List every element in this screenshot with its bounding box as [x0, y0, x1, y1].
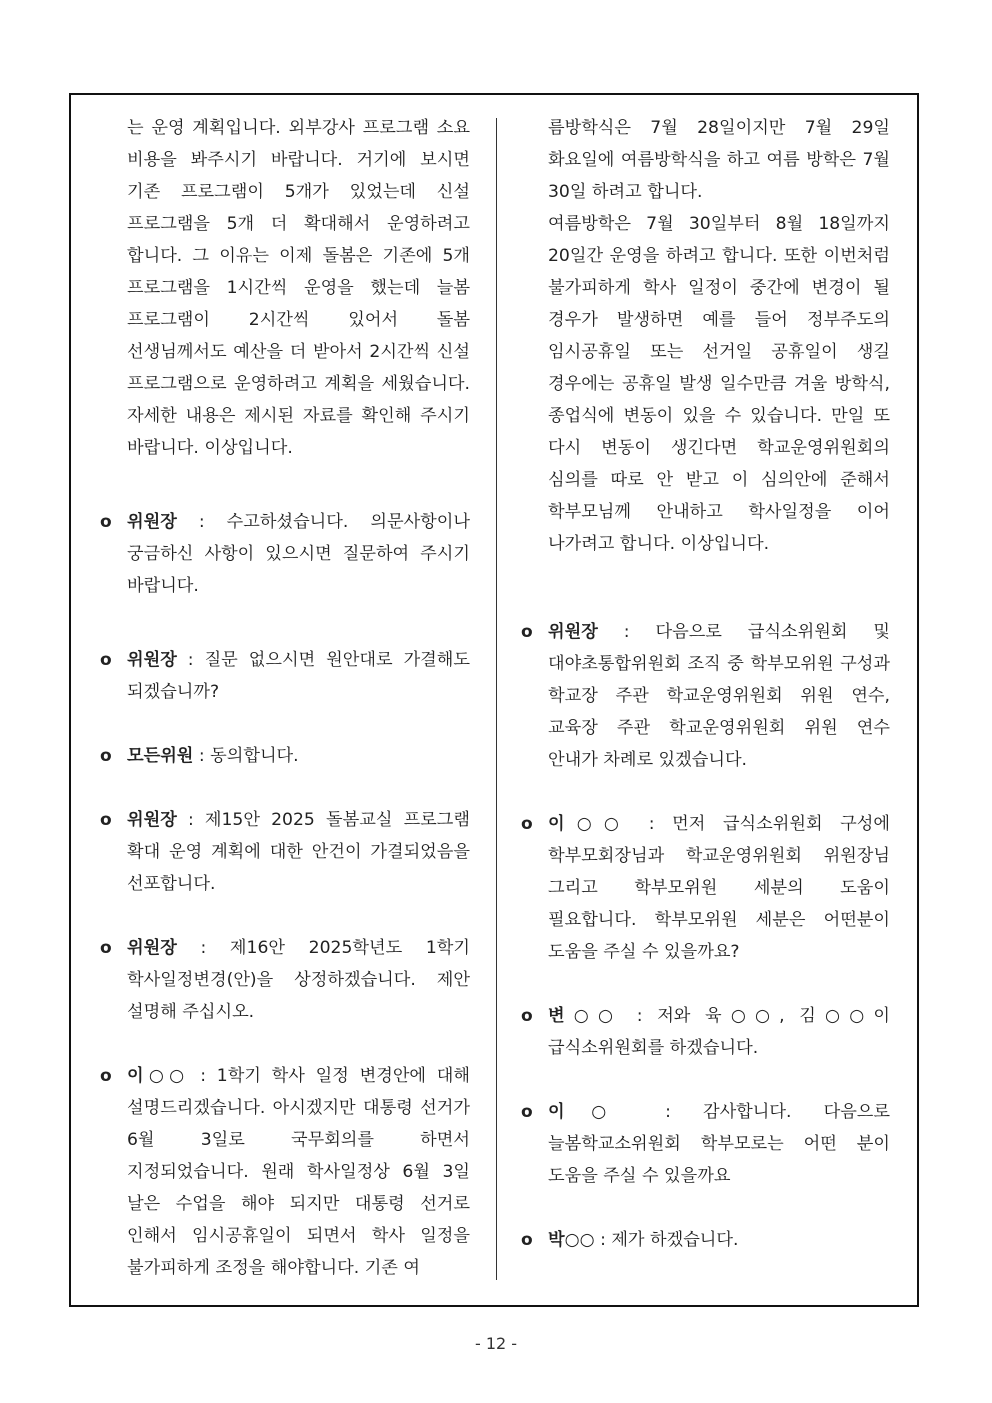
entry-text: : 1학기 학사 일정 변경안에 대해 설명드리겠습니다. 아시겠지만 대통령 선거가 6월 3일로 국무회의를 하면서 지정되었습니다. 원래 학사일정상 6월 3일 날은 수업을 해야 되지만 대통령 선거로 인해서 임시공휴일이 되면서 학사 일정을 불가피하게 조정을 해야합니다. 기존 여	[127, 1066, 470, 1278]
bullet-icon: o	[100, 1066, 112, 1086]
left-column	[100, 112, 470, 1284]
speaker-name: 이○○	[127, 1066, 190, 1086]
entry-text: : 저와 육○○, 김○○이 급식소위원회를 하겠습니다.	[548, 1006, 890, 1058]
speaker-name: 이○	[548, 1102, 633, 1122]
bullet-icon: o	[100, 512, 112, 532]
minutes-entry	[100, 506, 470, 602]
entry-text: : 동의합니다.	[193, 746, 299, 766]
minutes-entry	[521, 616, 890, 776]
speaker-name: 위원장	[548, 622, 598, 642]
speaker-name: 변○○	[548, 1006, 623, 1026]
speaker-name: 모든위원	[127, 746, 194, 766]
right-intro-paragraph-1: 름방학식은 7월 28일이지만 7월 29일 화요일에 여름방학식을 하고 여름 방학은 7월 30일 하려고 합니다.	[548, 118, 890, 202]
bullet-icon: o	[521, 1102, 533, 1122]
bullet-icon: o	[100, 810, 112, 830]
minutes-entry	[100, 644, 470, 708]
bullet-icon: o	[100, 938, 112, 958]
entry-text: : 제가 하겠습니다.	[594, 1230, 739, 1250]
right-intro-paragraph-2: 여름방학은 7월 30일부터 8월 18일까지 20일간 운영을 하려고 합니다. 또한 이번처럼 불가피하게 학사 일정이 중간에 변경이 될 경우가 발생하면 예를 들어 정부주도의 임시공휴일 또는 선거일 공휴일이 생길 경우에는 공휴일 발생 일수만큼 겨울 방학식, 종업식에 변동이 있을 수 있습니다. 만일 또 다시 변동이 생긴다면 학교운영위원회의 심의를 따로 안 받고 이 심의안에 준해서 학부모님께 안내하고 학사일정을 이어 나가려고 합니다. 이상입니다.	[548, 214, 890, 554]
entry-text: : 다음으로 급식소위원회 및 대야초통합위원회 조직 중 학부모위원 구성과 학교장 주관 학교운영위원회 위원 연수, 교육장 주관 학교운영위원회 위원 연수 안내가 차례로 있겠습니다.	[548, 622, 890, 770]
minutes-entry	[521, 808, 890, 968]
entry-text: : 질문 없으시면 원안대로 가결해도 되겠습니까?	[127, 650, 470, 702]
page-number: - 12 -	[474, 1334, 518, 1353]
entry-text: : 제16안 2025학년도 1학기 학사일정변경(안)을 상정하겠습니다. 제안 설명해 주십시오.	[127, 938, 470, 1022]
column-divider	[496, 118, 497, 1280]
entry-text: : 제15안 2025 돌봄교실 프로그램 확대 운영 계획에 대한 안건이 가결되었음을 선포합니다.	[127, 810, 470, 894]
minutes-entry	[100, 804, 470, 900]
speaker-name: 박○○	[548, 1230, 595, 1250]
entry-text: : 수고하셨습니다. 의문사항이나 궁금하신 사항이 있으시면 질문하여 주시기 바랍니다.	[127, 512, 470, 596]
bullet-icon: o	[521, 814, 533, 834]
speaker-name: 이○○	[548, 814, 632, 834]
bullet-icon: o	[100, 746, 112, 766]
left-intro-paragraph: 는 운영 계획입니다. 외부강사 프로그램 소요 비용을 봐주시기 바랍니다. 거기에 보시면 기존 프로그램이 5개가 있었는데 신설 프로그램을 5개 더 확대해서 운영하려고 합니다. 그 이유는 이제 돌봄은 기존에 5개 프로그램을 1시간씩 운영을 했는데 늘봄 프로그램이 2시간씩 있어서 돌봄 선생님께서도 예산을 더 받아서 2시간씩 신설 프로그램으로 운영하려고 계획을 세웠습니다. 자세한 내용은 제시된 자료를 확인해 주시기 바랍니다. 이상입니다.	[127, 118, 470, 458]
bullet-icon: o	[521, 622, 533, 642]
bullet-icon: o	[521, 1006, 533, 1026]
right-column	[521, 112, 890, 1256]
minutes-entry	[100, 740, 470, 772]
entry-text: : 먼저 급식소위원회 구성에 학부모회장님과 학교운영위원회 위원장님 그리고 학부모위원 세분의 도움이 필요합니다. 학부모위원 세분은 어떤분이 도움을 주실 수 있을까요?	[548, 814, 890, 962]
bullet-icon: o	[521, 1230, 533, 1250]
minutes-entry	[521, 1224, 890, 1256]
speaker-name: 위원장	[127, 650, 177, 670]
bullet-icon: o	[100, 650, 112, 670]
minutes-entry	[521, 1000, 890, 1064]
speaker-name: 위원장	[127, 512, 177, 532]
minutes-entry	[100, 1060, 470, 1284]
minutes-entry	[100, 932, 470, 1028]
entry-text: : 감사합니다. 다음으로 늘봄학교소위원회 학부모로는 어떤 분이 도움을 주실 수 있을까요	[548, 1102, 890, 1186]
minutes-entry	[521, 1096, 890, 1192]
speaker-name: 위원장	[127, 810, 177, 830]
speaker-name: 위원장	[127, 938, 177, 958]
